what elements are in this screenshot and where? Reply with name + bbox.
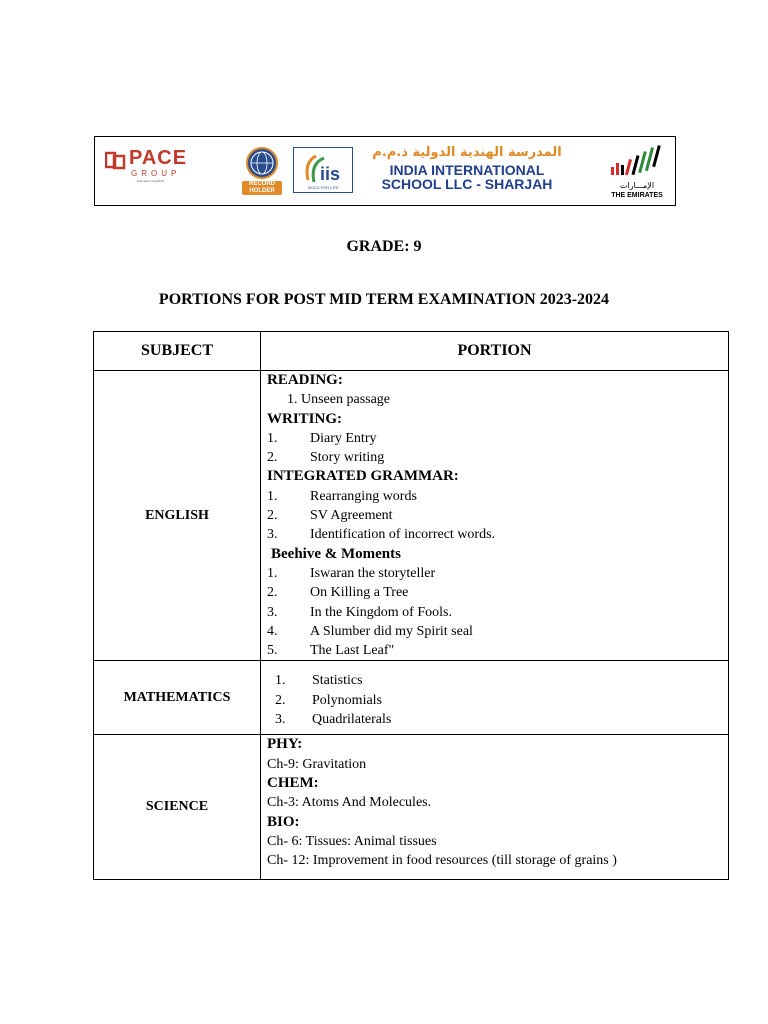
emirates-english-text: THE EMIRATES bbox=[611, 192, 663, 199]
subject-mathematics: MATHEMATICS bbox=[94, 661, 261, 735]
list-item: 3. In the Kingdom of Fools. bbox=[267, 604, 452, 620]
table-header-row bbox=[94, 332, 729, 371]
subject-science: SCIENCE bbox=[94, 735, 261, 880]
list-item: 1. Statistics bbox=[275, 673, 363, 689]
subject-column-header: SUBJECT bbox=[94, 332, 261, 371]
school-name-line2: SCHOOL LLC - SHARJAH bbox=[381, 176, 553, 192]
iis-tagline: MOLD FOR LIFE bbox=[308, 185, 339, 190]
literature-heading: Beehive & Moments bbox=[271, 545, 401, 562]
school-name-arabic: المدرسة الهندية الدولية ذ.م.م bbox=[372, 145, 562, 160]
list-item: 4. A Slumber did my Spirit seal bbox=[267, 623, 473, 639]
document-title: PORTIONS FOR POST MID TERM EXAMINATION 2023-2024 bbox=[158, 291, 610, 308]
list-item: 2. Story writing bbox=[267, 450, 385, 466]
list-item: 2. SV Agreement bbox=[267, 508, 393, 524]
list-item: 2. Polynomials bbox=[275, 692, 383, 708]
biology-heading: BIO: bbox=[267, 813, 300, 830]
school-name-block bbox=[361, 145, 573, 195]
list-item: 1. Rearranging words bbox=[267, 488, 417, 504]
guinness-record-logo bbox=[241, 145, 283, 195]
chemistry-heading: CHEM: bbox=[267, 775, 319, 792]
guinness-globe-icon bbox=[241, 145, 283, 183]
grammar-heading: INTEGRATED GRAMMAR: bbox=[267, 468, 459, 485]
table-row-science bbox=[94, 735, 729, 880]
reading-heading: READING: bbox=[267, 372, 343, 388]
grade-heading: GRADE: 9 bbox=[346, 238, 422, 255]
pace-logo-subtext: GROUP bbox=[131, 169, 181, 178]
table-row-mathematics bbox=[94, 661, 729, 735]
portion-mathematics bbox=[261, 661, 729, 735]
iis-logo bbox=[293, 147, 353, 193]
iis-emblem-icon bbox=[294, 150, 352, 188]
portion-english bbox=[261, 371, 729, 661]
reading-item: 1. Unseen passage bbox=[287, 392, 391, 408]
portions-table bbox=[93, 331, 729, 880]
list-item: 3. Quadrilaterals bbox=[275, 712, 392, 728]
list-item: Ch- 12: Improvement in food resources (till storage of grains ) bbox=[267, 853, 617, 869]
the-emirates-logo bbox=[607, 141, 667, 201]
pace-mark-icon bbox=[105, 151, 127, 171]
list-item: 1. Iswaran the storyteller bbox=[267, 565, 436, 581]
guinness-badge-text: RECORD HOLDER bbox=[242, 181, 282, 195]
subject-english: ENGLISH bbox=[94, 371, 261, 661]
list-item: Ch-3: Atoms And Molecules. bbox=[267, 795, 432, 811]
writing-heading: WRITING: bbox=[267, 410, 343, 427]
pace-group-logo bbox=[103, 145, 215, 185]
table-row-english bbox=[94, 371, 729, 661]
physics-heading: PHY: bbox=[267, 736, 303, 753]
list-item: 2. On Killing a Tree bbox=[267, 585, 409, 601]
list-item: 5. The Last Leaf" bbox=[267, 643, 395, 659]
school-name-line1: INDIA INTERNATIONAL bbox=[389, 162, 545, 178]
list-item: Ch-9: Gravitation bbox=[267, 756, 367, 772]
list-item: 3. Identification of incorrect words. bbox=[267, 527, 496, 543]
pace-logo-text: PACE bbox=[129, 147, 188, 169]
emirates-flag-bars-icon bbox=[607, 141, 667, 181]
portion-column-header: PORTION bbox=[261, 332, 729, 371]
svg-text:iis: iis bbox=[320, 164, 341, 184]
list-item: 1. Diary Entry bbox=[267, 430, 377, 446]
header-logo-strip bbox=[94, 136, 676, 206]
portion-science bbox=[261, 735, 729, 880]
emirates-arabic-text: الإمـــارات bbox=[619, 181, 655, 190]
pace-logo-tagline: Education Simplified bbox=[137, 179, 165, 183]
list-item: Ch- 6: Tissues: Animal tissues bbox=[267, 833, 437, 849]
